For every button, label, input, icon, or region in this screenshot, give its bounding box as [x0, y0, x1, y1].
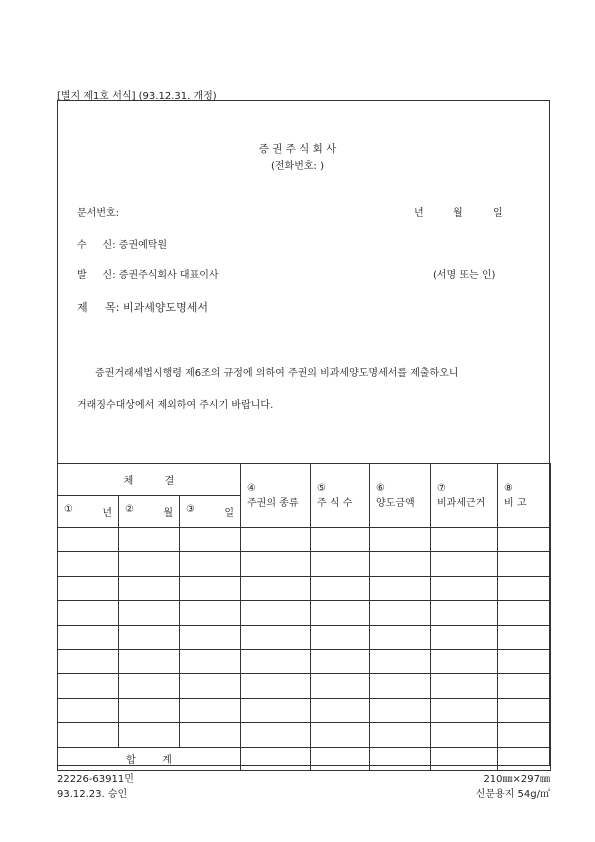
table-cell: [119, 552, 180, 576]
subject-label: 제 목: 비과세양도명세서: [77, 301, 208, 314]
table-cell: [241, 723, 311, 747]
table-cell: [311, 723, 370, 747]
table-row: [58, 649, 551, 673]
table-cell: [431, 649, 498, 673]
trade-table: [57, 463, 551, 771]
table-cell: [370, 552, 431, 576]
table-cell: [311, 698, 370, 722]
table-cell: [370, 698, 431, 722]
date-year-label: 년: [414, 208, 424, 219]
table-cell: [370, 723, 431, 747]
date-month-label: 월: [453, 208, 463, 219]
table-cell: [498, 625, 551, 649]
company-title: 증 권 주 식 회 사: [258, 143, 337, 155]
body-line-2: 거래징수대상에서 제외하여 주시기 바랍니다.: [77, 400, 274, 411]
table-cell: [58, 649, 119, 673]
table-cell: [431, 601, 498, 625]
table-cell: [498, 601, 551, 625]
table-cell: [311, 674, 370, 698]
table-row: [58, 674, 551, 698]
col-day-header: ③ 일: [180, 496, 241, 528]
table-cell: [370, 625, 431, 649]
table-cell: [241, 649, 311, 673]
table-row: [58, 576, 551, 600]
table-cell: [431, 723, 498, 747]
table-cell: [311, 528, 370, 552]
table-cell: [58, 601, 119, 625]
table-cell: [241, 528, 311, 552]
table-cell: [58, 698, 119, 722]
col-basis-header: ⑦ 비과세근거: [431, 464, 498, 528]
table-cell: [311, 576, 370, 600]
table-cell: [241, 674, 311, 698]
table-cell: [498, 528, 551, 552]
total-cell: [241, 747, 311, 770]
table-cell: [311, 552, 370, 576]
table-row: [58, 552, 551, 576]
table-cell: [431, 528, 498, 552]
doc-number-label: 문서번호:: [77, 208, 120, 219]
paper-size: 210㎜×297㎜: [483, 774, 550, 785]
table-cell: [119, 528, 180, 552]
table-cell: [370, 528, 431, 552]
subject-value: 비과세양도명세서: [122, 301, 208, 314]
col-amount-header: ⑥ 양도금액: [370, 464, 431, 528]
table-row: [58, 625, 551, 649]
total-cell: [311, 747, 370, 770]
table-cell: [119, 625, 180, 649]
sign-label: (서명 또는 인): [433, 270, 496, 281]
table-cell: [119, 601, 180, 625]
table-cell: [498, 649, 551, 673]
col-stock-type-header: ④ 주권의 종류: [241, 464, 311, 528]
table-cell: [370, 674, 431, 698]
table-cell: [370, 576, 431, 600]
table-cell: [498, 698, 551, 722]
col-shares-header: ⑤ 주 식 수: [311, 464, 370, 528]
table-cell: [431, 698, 498, 722]
table-row: [58, 601, 551, 625]
table-cell: [180, 576, 241, 600]
table-cell: [58, 674, 119, 698]
table-cell: [311, 601, 370, 625]
date-day-label: 일: [493, 208, 503, 219]
table-cell: [119, 674, 180, 698]
table-cell: [180, 601, 241, 625]
table-cell: [311, 625, 370, 649]
approval-date: 93.12.23. 승인: [57, 789, 128, 800]
table-cell: [180, 674, 241, 698]
body-line-1: 증권거래세법시행령 제6조의 규정에 의하여 주권의 비과세양도명세서를 제출하오니: [95, 368, 459, 379]
col-month-header: ② 월: [119, 496, 180, 528]
table-cell: [498, 576, 551, 600]
table-cell: [58, 576, 119, 600]
table-cell: [311, 649, 370, 673]
table-cell: [119, 698, 180, 722]
table-cell: [58, 723, 119, 747]
table-row: [58, 528, 551, 552]
table-cell: [241, 625, 311, 649]
contract-header: 체 결: [58, 464, 241, 496]
table-cell: [370, 649, 431, 673]
table-cell: [370, 601, 431, 625]
table-cell: [498, 552, 551, 576]
table-cell: [180, 528, 241, 552]
recipient-label: 수 신: 증권예탁원: [77, 240, 168, 251]
table-cell: [180, 625, 241, 649]
table-cell: [180, 552, 241, 576]
table-cell: [498, 723, 551, 747]
form-code: 22226-63911민: [57, 774, 134, 785]
total-cell: [370, 747, 431, 770]
table-cell: [241, 601, 311, 625]
table-cell: [431, 576, 498, 600]
total-cell: [498, 747, 551, 770]
table-row: [58, 698, 551, 722]
phone-label: (전화번호: ): [271, 161, 324, 172]
table-cell: [119, 723, 180, 747]
table-cell: [431, 674, 498, 698]
table-cell: [58, 625, 119, 649]
col-year-header: ① 년: [58, 496, 119, 528]
table-cell: [58, 528, 119, 552]
table-cell: [241, 552, 311, 576]
table-row: [58, 723, 551, 747]
table-cell: [180, 698, 241, 722]
table-cell: [498, 674, 551, 698]
col-remarks-header: ⑧ 비 고: [498, 464, 551, 528]
table-cell: [180, 649, 241, 673]
table-cell: [58, 552, 119, 576]
total-row-label: 합 계: [58, 747, 241, 770]
table-cell: [431, 625, 498, 649]
form-label: [별지 제1호 서식] (93.12.31. 개정): [57, 91, 217, 102]
table-cell: [119, 576, 180, 600]
table-cell: [180, 723, 241, 747]
data-rows: [58, 528, 551, 748]
sender-value: 증권주식회사 대표이사: [118, 270, 219, 281]
paper-type: 신문용지 54g/㎡: [475, 789, 550, 800]
recipient-value: 증권예탁원: [118, 240, 168, 251]
table-cell: [241, 698, 311, 722]
table-cell: [119, 649, 180, 673]
table-cell: [241, 576, 311, 600]
total-cell: [431, 747, 498, 770]
sender-label: 발 신: 증권주식회사 대표이사: [77, 270, 219, 281]
table-cell: [431, 552, 498, 576]
